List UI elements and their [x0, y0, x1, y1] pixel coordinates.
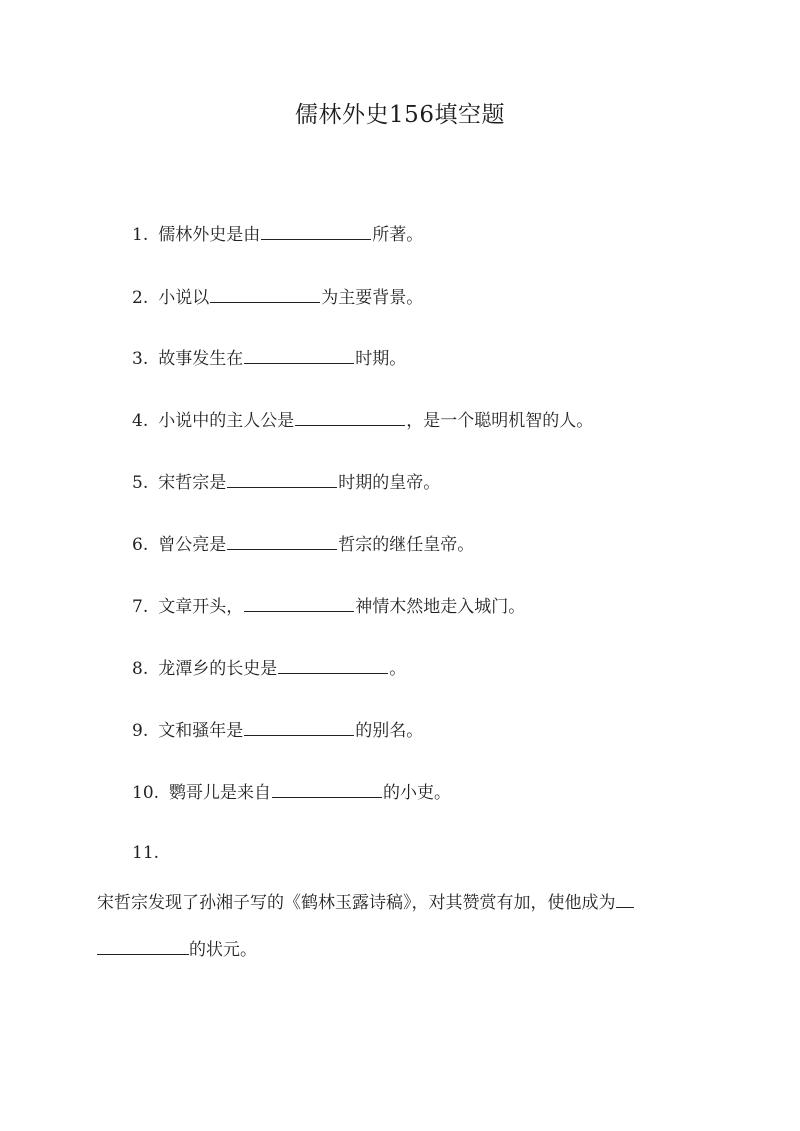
question-5	[132, 468, 440, 493]
question-number: 2.	[132, 288, 149, 308]
question-number: 1.	[132, 225, 149, 245]
question-number: 7.	[132, 597, 149, 617]
question-number: 5.	[132, 473, 149, 493]
question-text-after: 。	[389, 659, 407, 679]
question-text-before: 文章开头，	[158, 597, 244, 617]
question-text-after: ，是一个聪明机智的人。	[406, 411, 594, 431]
question-text-before: 宋哲宗是	[158, 473, 227, 493]
document-title: 儒林外史156填空题	[295, 102, 505, 128]
answer-blank	[295, 410, 405, 426]
question-text-after: 的状元。	[189, 940, 257, 960]
question-text-after: 时期。	[355, 349, 407, 369]
question-6	[132, 530, 474, 555]
question-number: 9.	[132, 721, 149, 741]
question-text-after: 所著。	[372, 225, 424, 245]
question-3	[132, 344, 406, 369]
question-text-before: 文和骚年是	[158, 721, 244, 741]
answer-blank	[278, 658, 388, 674]
question-11-number: 11.	[132, 843, 160, 863]
answer-blank	[227, 534, 337, 550]
question-7	[132, 592, 525, 617]
question-8	[132, 654, 406, 679]
question-text-before: 曾公亮是	[158, 535, 227, 555]
answer-blank	[244, 596, 354, 612]
question-1	[132, 220, 423, 245]
question-number: 3.	[132, 349, 149, 369]
answer-blank	[244, 720, 354, 736]
question-text-before: 鹦哥儿是来自	[169, 783, 272, 803]
question-text-before: 小说以	[158, 288, 210, 308]
question-11-line-2	[97, 935, 257, 960]
question-text-after: 的别名。	[355, 721, 424, 741]
answer-blank-end	[97, 939, 189, 955]
question-number: 10.	[132, 783, 160, 803]
answer-blank	[210, 287, 320, 303]
answer-blank	[227, 472, 337, 488]
question-2	[132, 283, 423, 308]
answer-blank	[272, 782, 382, 798]
question-text-after: 神情木然地走入城门。	[355, 597, 526, 617]
question-text-after: 时期的皇帝。	[338, 473, 441, 493]
question-number: 8.	[132, 659, 149, 679]
question-text-after: 为主要背景。	[321, 288, 424, 308]
question-number: 4.	[132, 411, 149, 431]
question-9	[132, 716, 423, 741]
answer-blank	[244, 348, 354, 364]
answer-blank-start	[616, 892, 634, 908]
question-text-before: 龙潭乡的长史是	[158, 659, 278, 679]
question-10	[132, 778, 451, 803]
question-number: 6.	[132, 535, 149, 555]
question-text-before: 小说中的主人公是	[158, 411, 295, 431]
question-text-before: 故事发生在	[158, 349, 244, 369]
question-4	[132, 406, 593, 431]
answer-blank	[261, 224, 371, 240]
question-text-before: 宋哲宗发现了孙湘子写的《鹤林玉露诗稿》，对其赞赏有加，使他成为	[97, 893, 616, 913]
question-11-line-1	[97, 888, 634, 913]
question-text-before: 儒林外史是由	[158, 225, 261, 245]
question-text-after: 哲宗的继任皇帝。	[338, 535, 475, 555]
question-text-after: 的小吏。	[383, 783, 452, 803]
